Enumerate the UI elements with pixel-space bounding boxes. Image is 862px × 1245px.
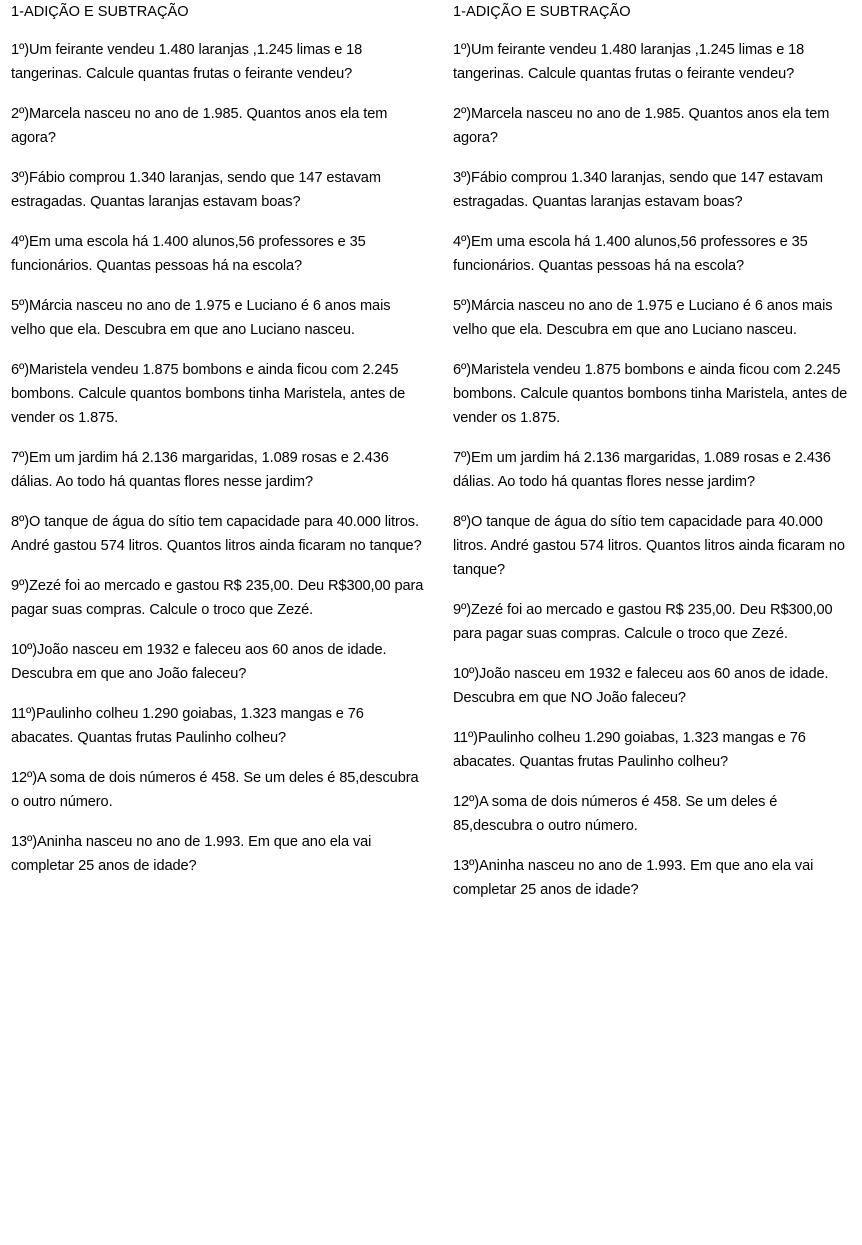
right-worksheet-column — [453, 2, 858, 918]
problem-9: 9º)Zezé foi ao mercado e gastou R$ 235,00. Deu R$300,00 para pagar suas compras. Calcule o troco que Zezé. — [453, 602, 833, 642]
problem-7: 7º)Em um jardim há 2.136 margaridas, 1.089 rosas e 2.436 dálias. Ao todo há quantas flores nesse jardim? — [453, 450, 831, 490]
problem-9: 9º)Zezé foi ao mercado e gastou R$ 235,00. Deu R$300,00 para pagar suas compras. Calcule o troco que Zezé. — [11, 578, 424, 618]
problem-8: 8º)O tanque de água do sítio tem capacidade para 40.000 litros. André gastou 574 litros. Quantos litros ainda ficaram no tanque? — [453, 514, 845, 578]
left-worksheet-column — [11, 2, 426, 894]
problem-5: 5º)Márcia nasceu no ano de 1.975 e Luciano é 6 anos mais velho que ela. Descubra em que ano Luciano nasceu. — [11, 298, 391, 338]
problem-10: 10º)João nasceu em 1932 e faleceu aos 60 anos de idade. Descubra em que NO João faleceu? — [453, 666, 829, 706]
problem-11: 11º)Paulinho colheu 1.290 goiabas, 1.323 mangas e 76 abacates. Quantas frutas Paulinho colheu? — [453, 730, 806, 770]
problem-6: 6º)Maristela vendeu 1.875 bombons e ainda ficou com 2.245 bombons. Calcule quantos bombons tinha Maristela, antes de vender os 1.875. — [11, 362, 406, 426]
problem-1: 1º)Um feirante vendeu 1.480 laranjas ,1.245 limas e 18 tangerinas. Calcule quantas frutas o feirante vendeu? — [11, 42, 363, 82]
problem-6: 6º)Maristela vendeu 1.875 bombons e ainda ficou com 2.245 bombons. Calcule quantos bombons tinha Maristela, antes de vender os 1.875. — [453, 362, 848, 426]
problem-2: 2º)Marcela nasceu no ano de 1.985. Quantos anos ela tem agora? — [453, 106, 830, 146]
problem-2: 2º)Marcela nasceu no ano de 1.985. Quantos anos ela tem agora? — [11, 106, 388, 146]
problem-11: 11º)Paulinho colheu 1.290 goiabas, 1.323 mangas e 76 abacates. Quantas frutas Paulinho colheu? — [11, 706, 364, 746]
problem-4: 4º)Em uma escola há 1.400 alunos,56 professores e 35 funcionários. Quantas pessoas há na escola? — [11, 234, 366, 274]
problem-1: 1º)Um feirante vendeu 1.480 laranjas ,1.245 limas e 18 tangerinas. Calcule quantas frutas o feirante vendeu? — [453, 42, 805, 82]
problem-7: 7º)Em um jardim há 2.136 margaridas, 1.089 rosas e 2.436 dálias. Ao todo há quantas flores nesse jardim? — [11, 450, 389, 490]
problem-8: 8º)O tanque de água do sítio tem capacidade para 40.000 litros. André gastou 574 litros. Quantos litros ainda ficaram no tanque? — [11, 514, 422, 554]
problem-3: 3º)Fábio comprou 1.340 laranjas, sendo que 147 estavam estragadas. Quantas laranjas estavam boas? — [453, 170, 823, 210]
problem-5: 5º)Márcia nasceu no ano de 1.975 e Luciano é 6 anos mais velho que ela. Descubra em que ano Luciano nasceu. — [453, 298, 833, 338]
problem-4: 4º)Em uma escola há 1.400 alunos,56 professores e 35 funcionários. Quantas pessoas há na escola? — [453, 234, 808, 274]
problem-13: 13º)Aninha nasceu no ano de 1.993. Em que ano ela vai completar 25 anos de idade? — [11, 834, 372, 874]
worksheet-heading: 1-ADIÇÃO E SUBTRAÇÃO — [11, 4, 189, 20]
worksheet-heading: 1-ADIÇÃO E SUBTRAÇÃO — [453, 4, 631, 20]
problem-12: 12º)A soma de dois números é 458. Se um deles é 85,descubra o outro número. — [11, 770, 419, 810]
problem-3: 3º)Fábio comprou 1.340 laranjas, sendo que 147 estavam estragadas. Quantas laranjas estavam boas? — [11, 170, 381, 210]
problem-10: 10º)João nasceu em 1932 e faleceu aos 60 anos de idade. Descubra em que ano João faleceu? — [11, 642, 387, 682]
problem-13: 13º)Aninha nasceu no ano de 1.993. Em que ano ela vai completar 25 anos de idade? — [453, 858, 814, 898]
problem-12: 12º)A soma de dois números é 458. Se um deles é 85,descubra o outro número. — [453, 794, 778, 834]
